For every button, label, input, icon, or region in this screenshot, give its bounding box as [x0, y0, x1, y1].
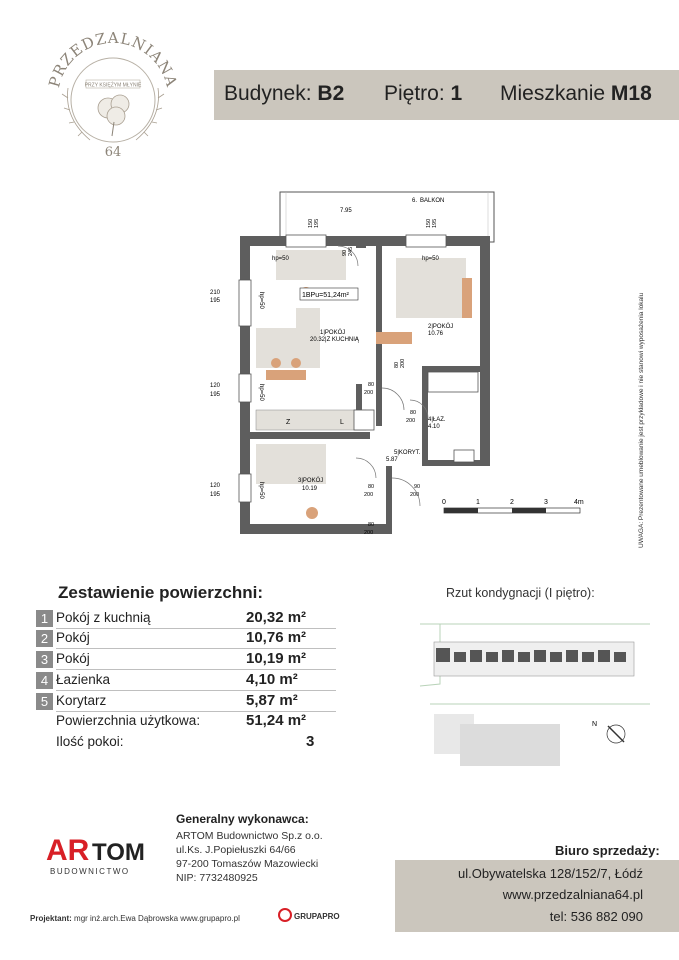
compass-icon	[592, 721, 625, 743]
win-dim: 195	[314, 218, 320, 228]
row-number: 2	[36, 630, 53, 647]
balkon-num: 6.	[412, 198, 418, 204]
floor-plan	[210, 188, 656, 548]
pu-total: 1BPu=51,24m²	[302, 292, 349, 299]
pietro: Piętro: 1	[384, 82, 463, 105]
door-dim: 200	[410, 492, 420, 498]
room2-label: 2|POKÓJ	[428, 324, 454, 330]
row-label: Pokój z kuchnią	[56, 610, 151, 625]
door-dim: 80	[368, 522, 375, 528]
biuro-tel[interactable]: tel: 536 882 090	[549, 909, 643, 924]
row-value: 10,76 m²	[246, 629, 307, 646]
room3-label: 3|POKÓJ	[298, 478, 324, 484]
wykonawca-line: ARTOM Budownictwo Sp.z o.o.	[176, 830, 323, 842]
logo-arc-text: PRZEDZALNIANA	[45, 28, 181, 90]
scale-label: 2	[510, 499, 514, 506]
projektant	[30, 914, 240, 923]
pietro-value: 1	[450, 82, 463, 105]
row-label: Pokój	[56, 630, 90, 645]
mieszkanie: Mieszkanie M18	[500, 82, 652, 105]
room3-area: 10.19	[302, 486, 318, 492]
win-dim: 195	[432, 218, 438, 228]
projektant-label: Projektant:	[30, 914, 72, 923]
area-row	[36, 630, 336, 649]
budynek-value: B2	[317, 82, 345, 105]
scale-label: 0	[442, 499, 446, 506]
row-value: 4,10 m²	[246, 671, 298, 688]
biuro-band	[395, 860, 679, 932]
biuro-www[interactable]: www.przedzalniana64.pl	[502, 887, 643, 902]
grupapro-name: GRUPAPRO	[294, 912, 340, 921]
balcony	[280, 192, 494, 242]
win-dim: 210	[210, 290, 221, 296]
scale-bar	[442, 499, 584, 513]
room5-area: 5.87	[386, 457, 398, 463]
artom-logo	[40, 828, 160, 878]
scale-label: 3	[544, 499, 548, 506]
room4-area: 4.10	[428, 424, 440, 430]
door-dim: 200	[400, 358, 406, 368]
room2-area: 10.76	[428, 331, 444, 337]
door-dim: 245	[348, 246, 354, 256]
rooms-value: 3	[306, 733, 315, 750]
kitchen-l: L	[340, 419, 344, 426]
win-dim: 150	[426, 218, 432, 228]
scale-label: 4m	[574, 499, 584, 506]
door-dim: 200	[364, 492, 374, 498]
door-dim: 90	[414, 484, 421, 490]
door-dim: 90	[342, 249, 348, 256]
door-dim: 80	[368, 382, 375, 388]
wykonawca-line: NIP: 7732480925	[176, 872, 258, 884]
logo-sub-text: PRZY KSIĘŻYM MŁYNIE	[84, 82, 142, 89]
area-row	[36, 651, 336, 670]
area-row	[36, 693, 336, 712]
row-label: Łazienka	[56, 672, 111, 687]
door-dim: 200	[364, 390, 374, 396]
row-value: 5,87 m²	[246, 692, 298, 709]
grupapro-logo	[278, 905, 338, 929]
hp-label: hp=50	[272, 256, 289, 262]
mieszkanie-value: M18	[610, 82, 652, 105]
furniture	[256, 250, 478, 519]
room5-label: 5|KORYT.	[394, 450, 421, 456]
budynek: Budynek: B2	[224, 82, 345, 105]
door-dim: 200	[406, 418, 416, 424]
door-dim: 200	[364, 530, 374, 536]
artom-sub: BUDOWNICTWO	[50, 867, 130, 876]
win-dim: 120	[210, 383, 221, 389]
row-number: 3	[36, 651, 53, 668]
door-dim: 80	[368, 484, 375, 490]
win-dim: 195	[210, 298, 221, 304]
row-number: 5	[36, 693, 53, 710]
site-plan	[420, 604, 660, 774]
hp-label: hp=50	[258, 292, 264, 309]
area-row	[36, 672, 336, 691]
scale-label: 1	[476, 499, 480, 506]
row-value: 10,19 m²	[246, 650, 307, 667]
kitchen-z: Z	[286, 419, 291, 426]
balkon-area: 7.95	[340, 208, 352, 214]
row-number: 1	[36, 610, 53, 627]
row-value: 20,32 m²	[246, 609, 307, 626]
total-value: 51,24 m²	[246, 712, 307, 729]
row-label: Korytarz	[56, 693, 107, 708]
door-dim: 80	[410, 410, 417, 416]
total-row	[36, 713, 336, 732]
win-dim: 150	[308, 218, 314, 228]
room4-label: 4|ŁAZ.	[428, 417, 446, 423]
rzut-title: Rzut kondygnacji (I piętro):	[446, 586, 595, 600]
room1-sub: 20.32|Z KUCHNIĄ	[310, 337, 359, 343]
biuro-title: Biuro sprzedaży:	[555, 843, 660, 858]
cotton-icon	[98, 95, 129, 136]
rooms-label: Ilość pokoi:	[56, 734, 124, 749]
artom-name-a: AR	[46, 834, 90, 867]
wykonawca-title: Generalny wykonawca:	[176, 812, 309, 826]
rooms-row	[36, 734, 336, 753]
win-dim: 120	[210, 483, 221, 489]
hp-label: hp=50	[422, 256, 439, 262]
row-label: Pokój	[56, 651, 90, 666]
win-dim: 195	[210, 492, 221, 498]
projektant-text: mgr inż.arch.Ewa Dąbrowska www.grupapro.pl	[74, 914, 240, 923]
area-row	[36, 610, 336, 629]
row-number: 4	[36, 672, 53, 689]
biuro-address: ul.Obywatelska 128/152/7, Łódź	[457, 866, 643, 881]
header-band	[214, 70, 679, 120]
przedzalniana-logo	[28, 18, 198, 168]
balkon-label: BALKON	[420, 198, 445, 204]
uwaga-note: UWAGA: Prezentowane umeblowanie jest przykładowe i nie stanowi wyposażenia lokalu	[638, 292, 645, 548]
hp-label: hp=50	[258, 482, 264, 499]
zestawienie-title: Zestawienie powierzchni:	[58, 583, 263, 602]
north-label: N	[592, 721, 598, 728]
door-dim: 80	[394, 361, 400, 368]
hp-label: hp=50	[258, 384, 264, 401]
artom-name-b: TOM	[92, 839, 145, 866]
wykonawca-line: ul.Ks. J.Popiełuszki 64/66	[176, 844, 296, 856]
total-label: Powierzchnia użytkowa:	[56, 713, 201, 728]
logo-number: 64	[104, 145, 122, 160]
wykonawca-line: 97-200 Tomaszów Mazowiecki	[176, 858, 319, 870]
room1-label: 1|POKÓJ	[320, 330, 346, 336]
win-dim: 195	[210, 392, 221, 398]
